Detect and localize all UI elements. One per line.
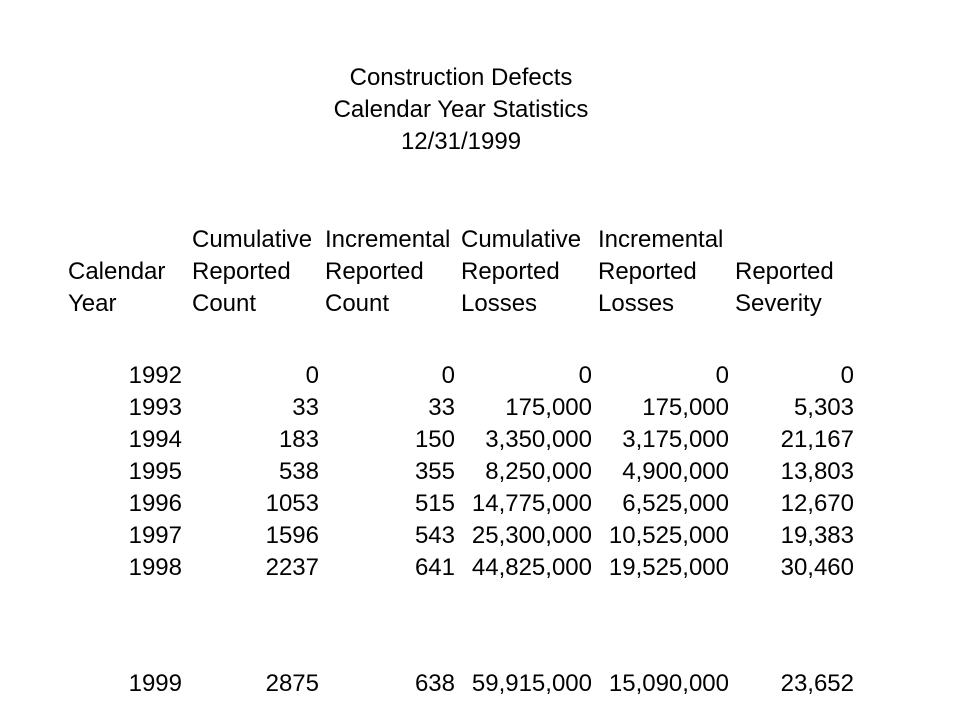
cell-cumulative-losses: 59,915,000 xyxy=(471,670,592,697)
header-calendar-year xyxy=(68,224,192,320)
cell-incremental-losses: 19,525,000 xyxy=(608,554,729,581)
cell-cumulative-count: 538 xyxy=(278,458,319,485)
title-line-2: Calendar Year Statistics xyxy=(333,96,589,123)
statistics-table xyxy=(68,224,860,700)
header-line: Severity xyxy=(735,290,822,317)
cell-cumulative-losses: 3,350,000 xyxy=(485,426,592,453)
header-line: Reported xyxy=(735,258,834,285)
cell-incremental-losses: 10,525,000 xyxy=(608,522,729,549)
cell-cumulative-count: 2237 xyxy=(265,554,319,581)
header-line: Reported xyxy=(192,258,291,285)
cell-cumulative-losses: 14,775,000 xyxy=(471,490,592,517)
gap-row xyxy=(68,584,860,668)
title-line-1: Construction Defects xyxy=(349,64,573,91)
header-cumulative-reported-count xyxy=(192,224,325,320)
cell-year: 1996 xyxy=(128,490,182,517)
table-row xyxy=(68,392,860,424)
header-cumulative-reported-losses xyxy=(461,224,598,320)
cell-severity: 5,303 xyxy=(793,394,854,421)
cell-year: 1993 xyxy=(128,394,182,421)
header-incremental-reported-count xyxy=(325,224,461,320)
header-line: Losses xyxy=(598,290,675,317)
cell-incremental-losses: 15,090,000 xyxy=(608,670,729,697)
header-line: Cumulative xyxy=(461,226,582,253)
cell-incremental-count: 638 xyxy=(414,670,455,697)
cell-incremental-count: 150 xyxy=(414,426,455,453)
header-line xyxy=(735,224,860,256)
header-row xyxy=(68,224,860,320)
header-line: Cumulative xyxy=(192,226,313,253)
cell-cumulative-losses: 44,825,000 xyxy=(471,554,592,581)
header-line: Reported xyxy=(325,258,424,285)
header-reported-severity xyxy=(735,224,860,320)
header-incremental-reported-losses xyxy=(598,224,735,320)
header-line xyxy=(68,224,192,256)
cell-cumulative-losses: 8,250,000 xyxy=(485,458,592,485)
cell-incremental-count: 355 xyxy=(414,458,455,485)
cell-cumulative-losses: 25,300,000 xyxy=(471,522,592,549)
cell-incremental-losses: 3,175,000 xyxy=(622,426,729,453)
table-row xyxy=(68,552,860,584)
cell-severity: 12,670 xyxy=(780,490,854,517)
table-row xyxy=(68,456,860,488)
cell-incremental-count: 515 xyxy=(414,490,455,517)
cell-year: 1999 xyxy=(128,670,182,697)
cell-cumulative-count: 1596 xyxy=(265,522,319,549)
title-line-3: 12/31/1999 xyxy=(400,128,522,155)
cell-year: 1994 xyxy=(128,426,182,453)
header-line: Count xyxy=(192,290,257,317)
header-line: Reported xyxy=(598,258,697,285)
header-line: Year xyxy=(68,290,117,317)
cell-severity: 19,383 xyxy=(780,522,854,549)
cell-cumulative-count: 183 xyxy=(278,426,319,453)
cell-incremental-count: 33 xyxy=(428,394,455,421)
cell-incremental-count: 0 xyxy=(441,362,455,389)
header-line: Count xyxy=(325,290,390,317)
header-line: Calendar xyxy=(68,258,166,285)
header-line: Incremental xyxy=(598,226,724,253)
table-row xyxy=(68,488,860,520)
header-line: Losses xyxy=(461,290,538,317)
cell-incremental-losses: 6,525,000 xyxy=(622,490,729,517)
title-block xyxy=(0,62,922,158)
header-line: Reported xyxy=(461,258,560,285)
cell-cumulative-count: 0 xyxy=(305,362,319,389)
cell-incremental-losses: 175,000 xyxy=(642,394,729,421)
spacer-row xyxy=(68,320,860,360)
cell-severity: 0 xyxy=(840,362,854,389)
cell-cumulative-count: 1053 xyxy=(265,490,319,517)
cell-year: 1995 xyxy=(128,458,182,485)
cell-incremental-count: 641 xyxy=(414,554,455,581)
cell-year: 1997 xyxy=(128,522,182,549)
header-line: Incremental xyxy=(325,226,451,253)
table-row xyxy=(68,360,860,392)
cell-incremental-count: 543 xyxy=(414,522,455,549)
table-row xyxy=(68,424,860,456)
cell-cumulative-losses: 0 xyxy=(578,362,592,389)
cell-incremental-losses: 0 xyxy=(715,362,729,389)
cell-cumulative-count: 33 xyxy=(292,394,319,421)
cell-cumulative-count: 2875 xyxy=(265,670,319,697)
cell-severity: 13,803 xyxy=(780,458,854,485)
cell-severity: 23,652 xyxy=(780,670,854,697)
cell-severity: 30,460 xyxy=(780,554,854,581)
cell-severity: 21,167 xyxy=(780,426,854,453)
cell-year: 1998 xyxy=(128,554,182,581)
cell-incremental-losses: 4,900,000 xyxy=(622,458,729,485)
cell-year: 1992 xyxy=(128,362,182,389)
table-row xyxy=(68,520,860,552)
cell-cumulative-losses: 175,000 xyxy=(505,394,592,421)
table-row-final xyxy=(68,668,860,700)
